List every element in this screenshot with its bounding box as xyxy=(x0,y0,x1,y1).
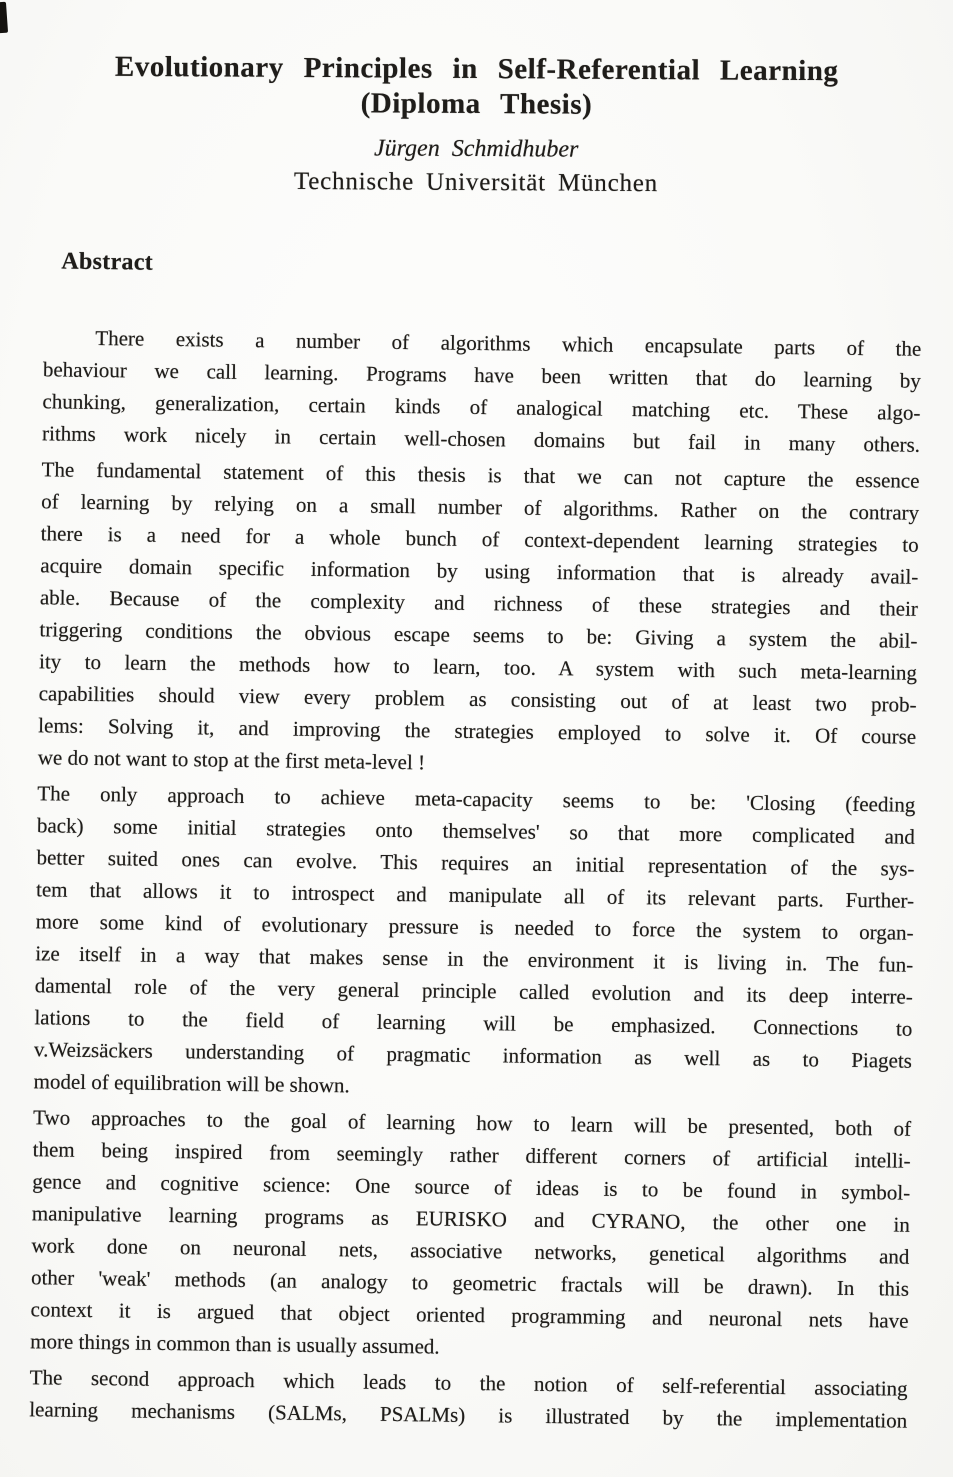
text-line: them being inspired from seemingly rather different corners of artificial intelli- xyxy=(32,1137,911,1173)
text-line: model of equilibration will be shown. xyxy=(33,1069,350,1098)
paper-title xyxy=(0,0,953,125)
abstract-paragraph xyxy=(38,453,920,784)
text-line: behaviour we call learning. Programs have been written that do learning by xyxy=(42,357,922,393)
text-line: we do not want to stop at the first meta-level ! xyxy=(37,745,426,775)
text-line: The second approach which leads to the notion of self-referential associating xyxy=(29,1365,908,1401)
text-line: better suited ones can evolve. This requires an initial representation of the sys- xyxy=(36,845,915,881)
text-line: triggering conditions the obvious escape seems to be: Giving a system the abil- xyxy=(39,617,918,653)
text-line: ity to learn the methods how to learn, too. A system with such meta-learning xyxy=(38,649,918,685)
abstract-paragraph xyxy=(33,777,915,1108)
header-block xyxy=(0,0,953,200)
text-line: more things in common than is usually assumed. xyxy=(30,1329,440,1359)
abstract-paragraph xyxy=(30,1101,911,1368)
text-line: work done on neuronal nets, associative networks, genetical algorithms and xyxy=(31,1233,910,1269)
text-line: context it is argued that object oriented programming and neuronal nets have xyxy=(30,1297,909,1333)
text-line: damental role of the very general principle called evolution and its deep interre- xyxy=(34,973,913,1009)
text-line: ize itself in a way that makes sense in the environment it is living in. The fun- xyxy=(35,941,914,977)
paper-title-line1: Evolutionary Principles in Self-Referential Learning xyxy=(114,50,839,88)
text-line: tem that allows it to introspect and manipulate all of its relevant parts. Further- xyxy=(35,877,915,913)
text-line: learning mechanisms (SALMs, PSALMs) is illustrated by the implementation xyxy=(29,1397,908,1433)
text-line: more some kind of evolutionary pressure is needed to force the system to organ- xyxy=(35,909,914,945)
abstract-paragraph xyxy=(42,321,922,460)
text-line: lems: Solving it, and improving the strategies employed to solve it. Of course xyxy=(38,713,917,749)
text-line: v.Weizsäckers understanding of pragmatic information as well as to Piagets xyxy=(33,1037,913,1073)
text-line: chunking, generalization, certain kinds of analogical matching etc. These algo- xyxy=(42,389,921,425)
abstract-heading: Abstract xyxy=(61,248,154,276)
author-name: Jürgen Schmidhuber xyxy=(373,135,579,163)
text-line: able. Because of the complexity and richness of these strategies and their xyxy=(39,585,919,621)
text-line: manipulative learning programs as EURISKO and CYRANO, the other one in xyxy=(31,1201,910,1237)
text-line: back) some initial strategies onto themselves' so that more complicated and xyxy=(36,813,916,849)
text-line: acquire domain specific information by using information that is already avail- xyxy=(40,553,919,589)
abstract-paragraph xyxy=(29,1361,908,1436)
text-line: lations to the field of learning will be emphasized. Connections to xyxy=(34,1005,913,1041)
text-line: capabilities should view every problem as consisting out of at least two prob- xyxy=(38,681,917,717)
paper-title-line2: (Diploma Thesis) xyxy=(360,87,593,121)
text-line: Two approaches to the goal of learning how to learn will be presented, both of xyxy=(32,1105,912,1141)
text-line: The fundamental statement of this thesis is that we can not capture the essence xyxy=(41,457,920,493)
text-line: there is a need for a whole bunch of context-dependent learning strategies to xyxy=(40,521,919,557)
text-line: The only approach to achieve meta-capacity seems to be: 'Closing (feeding xyxy=(37,781,916,817)
abstract-block xyxy=(0,248,953,1437)
institution-name: Technische Universität München xyxy=(293,167,659,198)
text-line: There exists a number of algorithms which encapsulate parts of the xyxy=(95,325,922,361)
text-line: other 'weak' methods (an analogy to geometric fractals will be drawn). In this xyxy=(30,1265,910,1301)
abstract-body xyxy=(29,321,921,1436)
text-line: gence and cognitive science: One source of ideas is to be found in symbol- xyxy=(32,1169,911,1205)
text-line: of learning by relying on a small number of algorithms. Rather on the contrary xyxy=(41,489,920,525)
text-line: rithms work nicely in certain well-chosen domains but fail in many others. xyxy=(41,421,921,457)
